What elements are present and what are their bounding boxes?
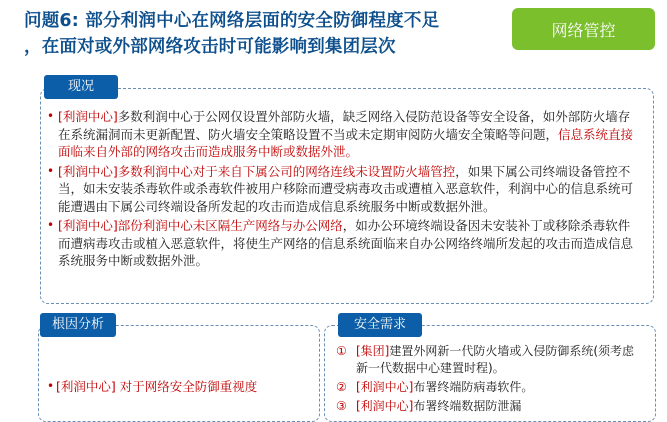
root-cause-panel bbox=[38, 325, 320, 422]
root-cause-label: 根因分析 bbox=[40, 313, 116, 337]
status-item-prefix: [利润中心] bbox=[58, 163, 118, 179]
need-item-prefix: [利润中心] bbox=[356, 399, 414, 413]
need-item bbox=[336, 379, 646, 396]
bullet-icon: • bbox=[47, 163, 55, 178]
security-needs-label: 安全需求 bbox=[338, 313, 422, 337]
status-item bbox=[47, 163, 636, 216]
root-cause-text: [利润中心] 对于网络安全防御重视度 bbox=[56, 379, 258, 394]
need-item-prefix: [利润中心] bbox=[356, 380, 414, 394]
bullet-icon: • bbox=[47, 218, 55, 232]
title-line-1: 问题6: 部分利润中心在网络层面的安全防御程度不足 bbox=[24, 11, 440, 31]
status-item-rest: ，如果下属公司终端设备管控不当，如未安装杀毒软件或杀毒软件被用户移除而遭受病毒攻击或遭植入恶意软件，利润中心的信息系统可能遭遇由下属公司终端设备所发起的攻击而造成信息系统服务中断或数据外泄。 bbox=[58, 163, 634, 214]
bullet-icon: • bbox=[47, 109, 55, 123]
circled-number: ① bbox=[336, 344, 347, 358]
category-tag: 网络管控 bbox=[512, 8, 655, 50]
circled-number: ③ bbox=[336, 399, 347, 413]
status-label: 现况 bbox=[44, 75, 118, 99]
need-item bbox=[336, 398, 646, 415]
status-list bbox=[47, 108, 636, 272]
need-item bbox=[336, 343, 646, 377]
status-item bbox=[47, 108, 636, 161]
need-item-prefix: [集团] bbox=[356, 344, 390, 358]
status-item-text: 多数利润中心于公网仅设置外部防火墙，缺乏网络入侵防范设备等安全设备，如外部防火墙存在系统漏洞而未更新配置、防火墙安全策略设置不当或未定期审阅防火墙安全策略等问题， bbox=[58, 109, 631, 142]
bullet-icon: • bbox=[47, 379, 55, 393]
status-item-highlight: 多数利润中心对于来自下属公司的网络连线未设置防火墙管控 bbox=[117, 163, 456, 179]
status-item bbox=[47, 217, 636, 270]
page-title bbox=[24, 8, 494, 60]
status-item-prefix: [利润中心] bbox=[58, 218, 118, 233]
status-item-highlight: 信息系统直接面临来自外部的网络攻击而造成服务中断或数据外泄。 bbox=[58, 126, 634, 159]
circled-number: ② bbox=[336, 380, 347, 394]
root-cause-item bbox=[47, 378, 311, 395]
root-cause-list bbox=[47, 378, 311, 395]
need-item-text: 建置外网新一代防火墙或入侵防御系统(须考虑新一代数据中心建置时程)。 bbox=[356, 344, 635, 375]
status-item-prefix: [利润中心] bbox=[58, 109, 118, 124]
security-needs-list bbox=[336, 343, 646, 417]
status-item-rest: ，如办公环境终端设备因未安装补丁或移除杀毒软件而遭病毒攻击或植入恶意软件，将使生产网络的信息系统面临来自办公网络终端所发起的攻击而造成信息系统服务中断或数据外泄。 bbox=[58, 218, 634, 268]
need-item-text: 布署终端防病毒软件。 bbox=[413, 380, 534, 394]
need-item-text: 布署终端数据防泄漏 bbox=[413, 399, 522, 413]
status-item-highlight: 部份利润中心未区隔生产网络与办公网络 bbox=[117, 218, 343, 233]
title-line-2: ，在面对或外部网络攻击时可能影响到集团层次 bbox=[24, 37, 396, 57]
